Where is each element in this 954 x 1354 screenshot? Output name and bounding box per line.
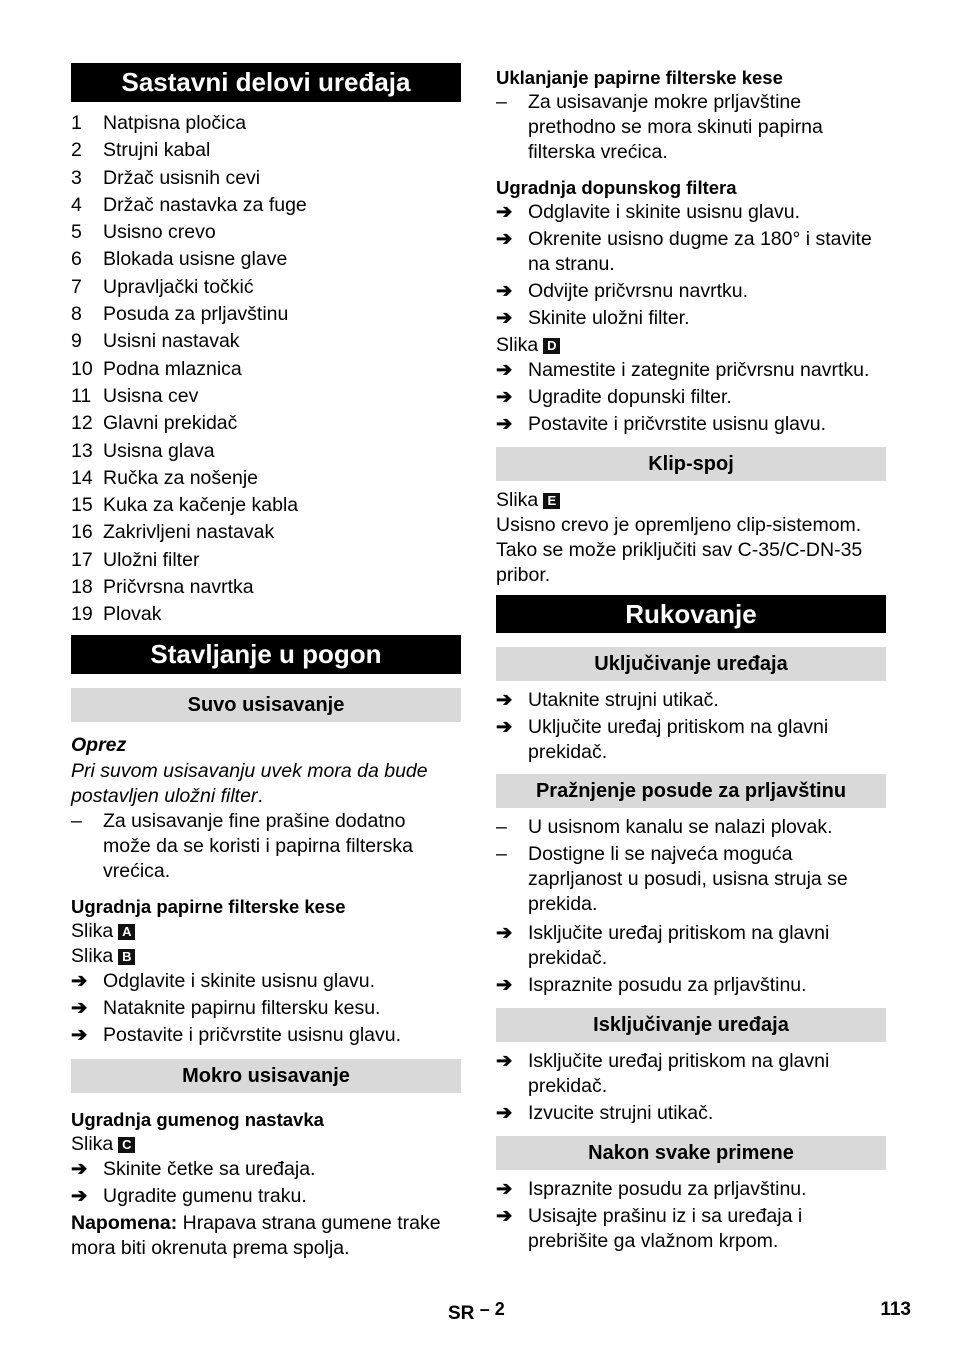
list-item: 8 Posuda za prljavštinu (71, 303, 289, 326)
steps-switch-off (496, 1049, 886, 1128)
list-item: ➔ Nataknite papirnu filtersku kesu. (71, 996, 461, 1023)
arrow-icon: ➔ (496, 386, 513, 408)
list-item: – U usisnom kanalu se nalazi plovak. (496, 816, 833, 838)
list-item: 11 Usisna cev (71, 384, 199, 407)
section-title-operation: Rukovanje (496, 595, 886, 633)
arrow-icon: ➔ (71, 997, 88, 1019)
arrow-icon: ➔ (496, 307, 513, 329)
arrow-icon: ➔ (71, 970, 88, 992)
list-item: 5 Usisno crevo (71, 221, 216, 244)
subsection-title-emptying: Pražnjenje posude za prljavštinu (496, 774, 886, 808)
list-item: 7 Upravljački točkić (71, 275, 254, 298)
subsection-title-after-use: Nakon svake primene (496, 1136, 886, 1170)
list-item: ➔ Uključite uređaj pritiskom na glavni prekidač. (496, 716, 829, 763)
list-item: 10 Podna mlaznica (71, 357, 242, 380)
subheading-extra-filter: Ugradnja dopunskog filtera (496, 177, 737, 198)
arrow-icon: ➔ (496, 1050, 513, 1072)
list-item: 19 Plovak (71, 603, 162, 626)
note: Napomena: Hrapava strana gumene trake mora biti okrenuta prema spolja. (71, 1212, 441, 1259)
steps-extra-filter (496, 200, 886, 333)
list-item: ➔ Usisajte prašinu iz i sa uređaja i prebrišite ga vlažnom krpom. (496, 1204, 886, 1256)
list-item: 2 Strujni kabal (71, 139, 211, 162)
caution-label: Oprez (71, 734, 127, 756)
list-item: ➔ Utaknite strujni utikač. (496, 688, 886, 715)
arrow-icon: ➔ (496, 1205, 513, 1227)
list-item: ➔ Okrenite usisno dugme za 180° i stavite na stranu. (496, 227, 886, 279)
list-item: ➔ Ugradite dopunski filter. (496, 385, 886, 412)
list-item: 16 Zakrivljeni nastavak (71, 521, 275, 544)
arrow-icon: ➔ (496, 716, 513, 738)
section-title-startup: Stavljanje u pogon (71, 635, 461, 674)
figure-ref-a: Slika A (71, 919, 461, 944)
arrow-icon: ➔ (71, 1024, 88, 1046)
subheading-rubber: Ugradnja gumenog nastavka (71, 1109, 324, 1130)
arrow-icon: ➔ (496, 922, 513, 944)
list-item: 4 Držač nastavka za fuge (71, 193, 307, 216)
list-item: 3 Držač usisnih cevi (71, 166, 261, 189)
footer-language-page: SR – 2 (448, 1299, 505, 1324)
subheading-paper-bag: Ugradnja papirne filterske kese (71, 896, 346, 917)
figure-ref-b: Slika B (71, 944, 461, 969)
list-item: – Dostigne li se najveća moguća zaprljanost u posudi, usisna struja se prekida. (496, 843, 848, 915)
list-item: 13 Usisna glava (71, 439, 215, 462)
list-item: ➔ Postavite i pričvrstite usisnu glavu. (496, 412, 886, 439)
list-item: 12 Glavni prekidač (71, 412, 238, 435)
steps-after-use (496, 1177, 886, 1256)
list-item: – Za usisavanje mokre prljavštine prethodno se mora skinuti papirna filterska vrećica. (496, 91, 823, 163)
parts-items (71, 111, 461, 630)
arrow-icon: ➔ (496, 1178, 513, 1200)
list-item: ➔ Isključite uređaj pritiskom na glavni prekidač. (496, 921, 886, 973)
list-item: ➔ Ispraznite posudu za prljavštinu. (496, 1177, 886, 1204)
left-column (71, 63, 461, 102)
list-item: ➔ Isključite uređaj pritiskom na glavni prekidač. (496, 1049, 886, 1101)
page-number: 113 (880, 1299, 911, 1320)
list-item: ➔ Skinite četke sa uređaja. (71, 1157, 461, 1184)
parts-list-container (71, 111, 461, 630)
arrow-icon: ➔ (71, 1185, 88, 1207)
list-item: 14 Ručka za nošenje (71, 466, 259, 489)
steps-extra-filter-2 (496, 358, 886, 439)
arrow-icon: ➔ (496, 280, 513, 302)
list-item: ➔ Izvucite strujni utikač. (496, 1101, 886, 1128)
list-item: ➔ Skinite uložni filter. (496, 306, 886, 333)
list-item: 6 Blokada usisne glave (71, 248, 288, 271)
list-item: 15 Kuka za kačenje kabla (71, 494, 299, 517)
list-item: 1 Natpisna pločica (71, 112, 247, 134)
arrow-icon: ➔ (496, 359, 513, 381)
section-startup (71, 635, 461, 1261)
subheading-remove-bag: Uklanjanje papirne filterske kese (496, 67, 783, 88)
right-column (496, 65, 886, 1256)
subsection-title-wet: Mokro usisavanje (71, 1059, 461, 1093)
list-item: ➔ Odvijte pričvrsnu navrtku. (496, 279, 886, 306)
list-item: ➔ Namestite i zategnite pričvrsnu navrtku. (496, 358, 886, 385)
arrow-icon: ➔ (496, 228, 513, 250)
list-item: 17 Uložni filter (71, 548, 200, 571)
arrow-icon: ➔ (71, 1158, 88, 1180)
subsection-title-dry: Suvo usisavanje (71, 688, 461, 722)
subsection-title-switch-on: Uključivanje uređaja (496, 647, 886, 681)
arrow-icon: ➔ (496, 1102, 513, 1124)
dash-list-wet (496, 90, 886, 165)
list-item: – Za usisavanje fine prašine dodatno može da se koristi i papirna filterska vrećica. (71, 810, 413, 882)
arrow-icon: ➔ (496, 689, 513, 711)
list-item: ➔ Postavite i pričvrstite usisnu glavu. (71, 1023, 461, 1050)
steps-paper-bag (71, 969, 461, 1050)
arrow-icon: ➔ (496, 974, 513, 996)
steps-rubber (71, 1157, 461, 1211)
arrow-icon: ➔ (496, 201, 513, 223)
arrow-icon: ➔ (496, 413, 513, 435)
list-item: 18 Pričvrsna navrtka (71, 576, 254, 599)
dash-list-dry (71, 809, 461, 884)
clip-text: Usisno crevo je opremljeno clip-sistemom. Tako se može priključiti sav C-35/C-DN-35 pribor. (496, 514, 863, 586)
figure-ref-e: Slika E (496, 488, 886, 513)
figure-ref-d: Slika D (496, 333, 886, 358)
subsection-title-clip: Klip-spoj (496, 447, 886, 481)
list-item: ➔ Odglavite i skinite usisnu glavu. (71, 969, 461, 996)
section-title-components: Sastavni delovi uređaja (71, 63, 461, 102)
list-item: ➔ Odglavite i skinite usisnu glavu. (496, 200, 886, 227)
list-item: ➔ Ugradite gumenu traku. (71, 1184, 461, 1211)
steps-emptying (496, 815, 886, 1000)
subsection-title-switch-off: Isključivanje uređaja (496, 1008, 886, 1042)
figure-ref-c: Slika C (71, 1132, 461, 1157)
list-item: 9 Usisni nastavak (71, 330, 240, 353)
caution-text: Pri suvom usisavanju uvek mora da bude postavljen uložni filter. (71, 760, 428, 807)
list-item: ➔ Ispraznite posudu za prljavštinu. (496, 973, 886, 1000)
steps-switch-on (496, 688, 886, 765)
